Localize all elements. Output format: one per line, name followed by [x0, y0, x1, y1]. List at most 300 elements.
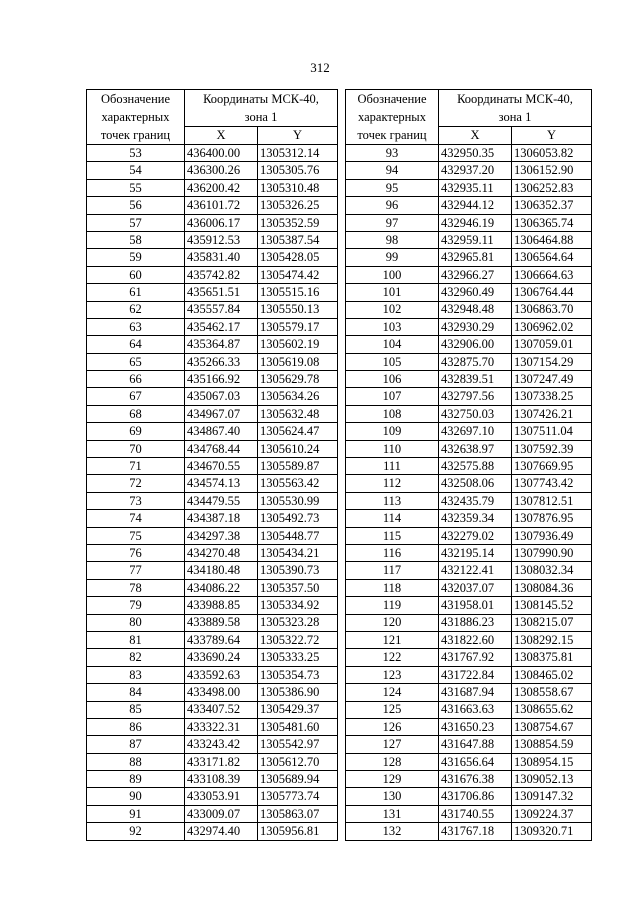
x-coordinate-cell: 436400.00: [185, 145, 258, 162]
point-number-cell: 111: [346, 458, 439, 475]
table-row: [346, 301, 592, 318]
y-coordinate-cell: 1305629.78: [258, 371, 338, 388]
y-coordinate-cell: 1305624.47: [258, 423, 338, 440]
table-row: [346, 371, 592, 388]
point-number-cell: 123: [346, 666, 439, 683]
x-coordinate-cell: 431650.23: [439, 718, 512, 735]
point-number-cell: 97: [346, 214, 439, 231]
y-coordinate-cell: 1308084.36: [512, 579, 592, 596]
table-row: [87, 301, 338, 318]
point-number-cell: 95: [346, 179, 439, 196]
y-coordinate-cell: 1305474.42: [258, 266, 338, 283]
point-number-cell: 74: [87, 510, 185, 527]
y-coordinate-cell: 1309320.71: [512, 823, 592, 840]
x-coordinate-cell: 432839.51: [439, 371, 512, 388]
table-row: [87, 336, 338, 353]
point-number-cell: 108: [346, 405, 439, 422]
point-number-cell: 73: [87, 492, 185, 509]
x-coordinate-cell: 431676.38: [439, 771, 512, 788]
y-coordinate-cell: 1306764.44: [512, 284, 592, 301]
point-number-cell: 131: [346, 805, 439, 822]
table-row: [346, 145, 592, 162]
table-row: [87, 475, 338, 492]
y-coordinate-cell: 1305530.99: [258, 492, 338, 509]
point-column-header: [87, 90, 185, 145]
x-coordinate-cell: 434670.55: [185, 458, 258, 475]
point-number-cell: 118: [346, 579, 439, 596]
x-coordinate-cell: 434574.13: [185, 475, 258, 492]
point-number-cell: 130: [346, 788, 439, 805]
y-coordinate-cell: 1305386.90: [258, 684, 338, 701]
coordinates-table-left: [86, 89, 338, 841]
point-number-cell: 84: [87, 684, 185, 701]
x-coordinate-cell: 432930.29: [439, 318, 512, 335]
x-coordinate-cell: 431767.92: [439, 649, 512, 666]
y-coordinate-cell: 1305305.76: [258, 162, 338, 179]
point-number-cell: 80: [87, 614, 185, 631]
table-row: [346, 266, 592, 283]
point-number-cell: 88: [87, 753, 185, 770]
x-coordinate-cell: 433789.64: [185, 631, 258, 648]
x-coordinate-cell: 433053.91: [185, 788, 258, 805]
y-coordinate-cell: 1305481.60: [258, 718, 338, 735]
x-coordinate-cell: 434270.48: [185, 544, 258, 561]
x-coordinate-cell: 433407.52: [185, 701, 258, 718]
table-row: [87, 718, 338, 735]
point-number-cell: 55: [87, 179, 185, 196]
coords-header-line: зона 1: [244, 110, 278, 124]
point-header-line: характерных: [101, 110, 170, 124]
y-coordinate-cell: 1308954.15: [512, 753, 592, 770]
table-row: [346, 736, 592, 753]
y-coordinate-cell: 1305542.97: [258, 736, 338, 753]
table-row: [346, 666, 592, 683]
y-coordinate-cell: 1305312.14: [258, 145, 338, 162]
point-number-cell: 120: [346, 614, 439, 631]
x-coordinate-cell: 432797.56: [439, 388, 512, 405]
point-number-cell: 110: [346, 440, 439, 457]
point-number-cell: 67: [87, 388, 185, 405]
x-coordinate-cell: 431687.94: [439, 684, 512, 701]
y-coordinate-cell: 1305610.24: [258, 440, 338, 457]
x-coordinate-cell: 433592.63: [185, 666, 258, 683]
table-row: [87, 805, 338, 822]
table-row: [87, 701, 338, 718]
point-header-line: характерных: [358, 110, 426, 124]
x-coordinate-cell: 431663.63: [439, 701, 512, 718]
point-number-cell: 78: [87, 579, 185, 596]
x-coordinate-cell: 432508.06: [439, 475, 512, 492]
x-coordinate-cell: 432937.20: [439, 162, 512, 179]
y-coordinate-cell: 1308292.15: [512, 631, 592, 648]
table-row: [87, 788, 338, 805]
y-coordinate-cell: 1305387.54: [258, 231, 338, 248]
x-coordinate-cell: 432279.02: [439, 527, 512, 544]
x-coordinate-cell: 434479.55: [185, 492, 258, 509]
y-coordinate-cell: 1307936.49: [512, 527, 592, 544]
table-row: [87, 771, 338, 788]
table-row: [346, 475, 592, 492]
y-coordinate-cell: 1309224.37: [512, 805, 592, 822]
x-coordinate-cell: 436006.17: [185, 214, 258, 231]
x-coordinate-cell: 431740.55: [439, 805, 512, 822]
point-number-cell: 129: [346, 771, 439, 788]
y-coordinate-cell: 1307669.95: [512, 458, 592, 475]
table-row: [346, 249, 592, 266]
y-coordinate-cell: 1306962.02: [512, 318, 592, 335]
y-coordinate-cell: 1305333.25: [258, 649, 338, 666]
x-coordinate-cell: 432974.40: [185, 823, 258, 840]
table-row: [346, 718, 592, 735]
point-number-cell: 82: [87, 649, 185, 666]
table-row: [87, 353, 338, 370]
y-coordinate-cell: 1305515.16: [258, 284, 338, 301]
y-coordinate-cell: 1308655.62: [512, 701, 592, 718]
point-number-cell: 63: [87, 318, 185, 335]
y-coordinate-cell: 1305323.28: [258, 614, 338, 631]
point-number-cell: 59: [87, 249, 185, 266]
y-coordinate-cell: 1305579.17: [258, 318, 338, 335]
x-coordinate-cell: 432966.27: [439, 266, 512, 283]
table-row: [87, 753, 338, 770]
table-row: [346, 336, 592, 353]
x-coordinate-cell: 433171.82: [185, 753, 258, 770]
y-coordinate-cell: 1306664.63: [512, 266, 592, 283]
x-coordinate-cell: 436101.72: [185, 197, 258, 214]
y-coordinate-cell: 1309147.32: [512, 788, 592, 805]
x-coordinate-cell: 433498.00: [185, 684, 258, 701]
x-coordinate-cell: 432948.48: [439, 301, 512, 318]
x-coordinate-cell: 432575.88: [439, 458, 512, 475]
table-row: [346, 353, 592, 370]
table-row: [87, 284, 338, 301]
y-coordinate-cell: 1308558.67: [512, 684, 592, 701]
table-row: [346, 631, 592, 648]
point-number-cell: 121: [346, 631, 439, 648]
y-coordinate-cell: 1305602.19: [258, 336, 338, 353]
x-coordinate-cell: 431767.18: [439, 823, 512, 840]
table-row: [87, 458, 338, 475]
table-row: [87, 162, 338, 179]
point-number-cell: 132: [346, 823, 439, 840]
table-row: [87, 145, 338, 162]
y-coordinate-cell: 1307592.39: [512, 440, 592, 457]
point-number-cell: 75: [87, 527, 185, 544]
x-coordinate-cell: 431886.23: [439, 614, 512, 631]
x-coordinate-cell: 432965.81: [439, 249, 512, 266]
point-number-cell: 69: [87, 423, 185, 440]
point-number-cell: 105: [346, 353, 439, 370]
table-row: [87, 823, 338, 840]
y-coordinate-cell: 1309052.13: [512, 771, 592, 788]
point-number-cell: 101: [346, 284, 439, 301]
x-coordinate-cell: 436300.26: [185, 162, 258, 179]
x-coordinate-cell: 434867.40: [185, 423, 258, 440]
point-number-cell: 56: [87, 197, 185, 214]
table-row: [87, 405, 338, 422]
point-number-cell: 66: [87, 371, 185, 388]
x-coordinate-cell: 434297.38: [185, 527, 258, 544]
coords-header-line: Координаты МСК-40,: [457, 92, 573, 106]
table-row: [87, 440, 338, 457]
point-number-cell: 93: [346, 145, 439, 162]
y-coordinate-cell: 1305429.37: [258, 701, 338, 718]
x-coordinate-cell: 435557.84: [185, 301, 258, 318]
table-row: [346, 649, 592, 666]
table-row: [346, 562, 592, 579]
x-coordinate-cell: 432435.79: [439, 492, 512, 509]
table-row: [87, 423, 338, 440]
table-row: [346, 214, 592, 231]
y-coordinate-cell: 1307154.29: [512, 353, 592, 370]
table-row: [87, 318, 338, 335]
point-number-cell: 71: [87, 458, 185, 475]
y-coordinate-cell: 1305434.21: [258, 544, 338, 561]
table-row: [87, 510, 338, 527]
table-row: [87, 266, 338, 283]
y-coordinate-cell: 1307247.49: [512, 371, 592, 388]
point-number-cell: 126: [346, 718, 439, 735]
point-number-cell: 85: [87, 701, 185, 718]
point-number-cell: 89: [87, 771, 185, 788]
y-column-header: Y: [512, 127, 592, 145]
x-coordinate-cell: 432960.49: [439, 284, 512, 301]
point-header-line: Обозначение: [357, 92, 427, 106]
table-row: [87, 527, 338, 544]
point-number-cell: 70: [87, 440, 185, 457]
point-number-cell: 53: [87, 145, 185, 162]
point-number-cell: 81: [87, 631, 185, 648]
x-coordinate-cell: 431958.01: [439, 597, 512, 614]
table-row: [346, 197, 592, 214]
point-number-cell: 99: [346, 249, 439, 266]
point-number-cell: 57: [87, 214, 185, 231]
x-coordinate-cell: 435831.40: [185, 249, 258, 266]
x-coordinate-cell: 433988.85: [185, 597, 258, 614]
x-column-header: X: [185, 127, 258, 145]
table-row: [346, 388, 592, 405]
table-row: [346, 823, 592, 840]
point-number-cell: 100: [346, 266, 439, 283]
point-number-cell: 115: [346, 527, 439, 544]
x-coordinate-cell: 432935.11: [439, 179, 512, 196]
point-number-cell: 87: [87, 736, 185, 753]
point-number-cell: 127: [346, 736, 439, 753]
x-coordinate-cell: 435912.53: [185, 231, 258, 248]
x-coordinate-cell: 433690.24: [185, 649, 258, 666]
point-number-cell: 58: [87, 231, 185, 248]
point-number-cell: 106: [346, 371, 439, 388]
y-coordinate-cell: 1307812.51: [512, 492, 592, 509]
point-number-cell: 117: [346, 562, 439, 579]
y-coordinate-cell: 1305354.73: [258, 666, 338, 683]
y-coordinate-cell: 1307338.25: [512, 388, 592, 405]
table-row: [346, 684, 592, 701]
y-coordinate-cell: 1306863.70: [512, 301, 592, 318]
x-coordinate-cell: 435364.87: [185, 336, 258, 353]
page-number: 312: [310, 60, 330, 75]
point-column-header: [346, 90, 439, 145]
table-row: [346, 753, 592, 770]
point-number-cell: 77: [87, 562, 185, 579]
y-column-header: Y: [258, 127, 338, 145]
point-number-cell: 83: [87, 666, 185, 683]
point-number-cell: 94: [346, 162, 439, 179]
table-row: [87, 371, 338, 388]
x-coordinate-cell: 433243.42: [185, 736, 258, 753]
x-coordinate-cell: 436200.42: [185, 179, 258, 196]
x-coordinate-cell: 435266.33: [185, 353, 258, 370]
table-row: [87, 631, 338, 648]
y-coordinate-cell: 1305352.59: [258, 214, 338, 231]
x-coordinate-cell: 435462.17: [185, 318, 258, 335]
point-number-cell: 90: [87, 788, 185, 805]
y-coordinate-cell: 1305310.48: [258, 179, 338, 196]
coords-header-line: Координаты МСК-40,: [203, 92, 319, 106]
point-number-cell: 91: [87, 805, 185, 822]
table-row: [87, 197, 338, 214]
point-number-cell: 128: [346, 753, 439, 770]
table-row: [87, 562, 338, 579]
point-number-cell: 65: [87, 353, 185, 370]
y-coordinate-cell: 1306365.74: [512, 214, 592, 231]
y-coordinate-cell: 1305428.05: [258, 249, 338, 266]
x-coordinate-cell: 435651.51: [185, 284, 258, 301]
y-coordinate-cell: 1305334.92: [258, 597, 338, 614]
y-coordinate-cell: 1306464.88: [512, 231, 592, 248]
x-coordinate-cell: 432195.14: [439, 544, 512, 561]
point-number-cell: 79: [87, 597, 185, 614]
table-row: [87, 614, 338, 631]
y-coordinate-cell: 1306053.82: [512, 145, 592, 162]
table-row: [346, 805, 592, 822]
point-number-cell: 125: [346, 701, 439, 718]
y-coordinate-cell: 1306352.37: [512, 197, 592, 214]
point-number-cell: 62: [87, 301, 185, 318]
point-number-cell: 54: [87, 162, 185, 179]
y-coordinate-cell: 1308032.34: [512, 562, 592, 579]
x-coordinate-cell: 432946.19: [439, 214, 512, 231]
coords-column-header: [439, 90, 592, 127]
y-coordinate-cell: 1305632.48: [258, 405, 338, 422]
table-row: [87, 388, 338, 405]
point-header-line: Обозначение: [100, 92, 171, 106]
point-header-line: точек границ: [100, 128, 171, 142]
x-coordinate-cell: 433009.07: [185, 805, 258, 822]
point-number-cell: 104: [346, 336, 439, 353]
x-coordinate-cell: 432697.10: [439, 423, 512, 440]
point-number-cell: 116: [346, 544, 439, 561]
point-number-cell: 68: [87, 405, 185, 422]
table-row: [346, 162, 592, 179]
table-row: [346, 771, 592, 788]
table-row: [346, 231, 592, 248]
y-coordinate-cell: 1307426.21: [512, 405, 592, 422]
y-coordinate-cell: 1305612.70: [258, 753, 338, 770]
table-row: [87, 231, 338, 248]
table-row: [87, 492, 338, 509]
table-row: [87, 666, 338, 683]
y-coordinate-cell: 1306564.64: [512, 249, 592, 266]
point-number-cell: 61: [87, 284, 185, 301]
point-number-cell: 102: [346, 301, 439, 318]
y-coordinate-cell: 1308854.59: [512, 736, 592, 753]
table-row: [346, 544, 592, 561]
point-number-cell: 112: [346, 475, 439, 492]
table-row: [87, 649, 338, 666]
coordinates-table-right: [345, 89, 592, 841]
x-coordinate-cell: 432944.12: [439, 197, 512, 214]
y-coordinate-cell: 1305492.73: [258, 510, 338, 527]
table-row: [346, 405, 592, 422]
point-number-cell: 103: [346, 318, 439, 335]
y-coordinate-cell: 1307876.95: [512, 510, 592, 527]
table-row: [346, 597, 592, 614]
y-coordinate-cell: 1308465.02: [512, 666, 592, 683]
y-coordinate-cell: 1307743.42: [512, 475, 592, 492]
x-coordinate-cell: 432359.34: [439, 510, 512, 527]
x-coordinate-cell: 432037.07: [439, 579, 512, 596]
y-coordinate-cell: 1307990.90: [512, 544, 592, 561]
table-row: [87, 579, 338, 596]
x-coordinate-cell: 431822.60: [439, 631, 512, 648]
point-number-cell: 60: [87, 266, 185, 283]
x-column-header: X: [439, 127, 512, 145]
point-number-cell: 119: [346, 597, 439, 614]
y-coordinate-cell: 1308754.67: [512, 718, 592, 735]
table-row: [346, 510, 592, 527]
point-header-line: точек границ: [357, 128, 427, 142]
point-number-cell: 92: [87, 823, 185, 840]
y-coordinate-cell: 1305956.81: [258, 823, 338, 840]
point-number-cell: 124: [346, 684, 439, 701]
x-coordinate-cell: 434967.07: [185, 405, 258, 422]
x-coordinate-cell: 431647.88: [439, 736, 512, 753]
y-coordinate-cell: 1305357.50: [258, 579, 338, 596]
y-coordinate-cell: 1308145.52: [512, 597, 592, 614]
table-row: [346, 318, 592, 335]
x-coordinate-cell: 432638.97: [439, 440, 512, 457]
coords-header-line: зона 1: [498, 110, 532, 124]
point-number-cell: 107: [346, 388, 439, 405]
y-coordinate-cell: 1307511.04: [512, 423, 592, 440]
table-row: [346, 440, 592, 457]
table-row: [87, 544, 338, 561]
point-number-cell: 122: [346, 649, 439, 666]
x-coordinate-cell: 432950.35: [439, 145, 512, 162]
x-coordinate-cell: 432750.03: [439, 405, 512, 422]
table-row: [346, 788, 592, 805]
x-coordinate-cell: 434086.22: [185, 579, 258, 596]
y-coordinate-cell: 1305326.25: [258, 197, 338, 214]
table-row: [346, 179, 592, 196]
x-coordinate-cell: 433322.31: [185, 718, 258, 735]
x-coordinate-cell: 432959.11: [439, 231, 512, 248]
point-number-cell: 109: [346, 423, 439, 440]
x-coordinate-cell: 432875.70: [439, 353, 512, 370]
y-coordinate-cell: 1305863.07: [258, 805, 338, 822]
coordinates-rows-left: [87, 145, 338, 841]
y-coordinate-cell: 1308375.81: [512, 649, 592, 666]
point-number-cell: 86: [87, 718, 185, 735]
y-coordinate-cell: 1305390.73: [258, 562, 338, 579]
x-coordinate-cell: 433108.39: [185, 771, 258, 788]
table-row: [87, 597, 338, 614]
point-number-cell: 98: [346, 231, 439, 248]
table-row: [346, 579, 592, 596]
y-coordinate-cell: 1306152.90: [512, 162, 592, 179]
table-row: [346, 492, 592, 509]
